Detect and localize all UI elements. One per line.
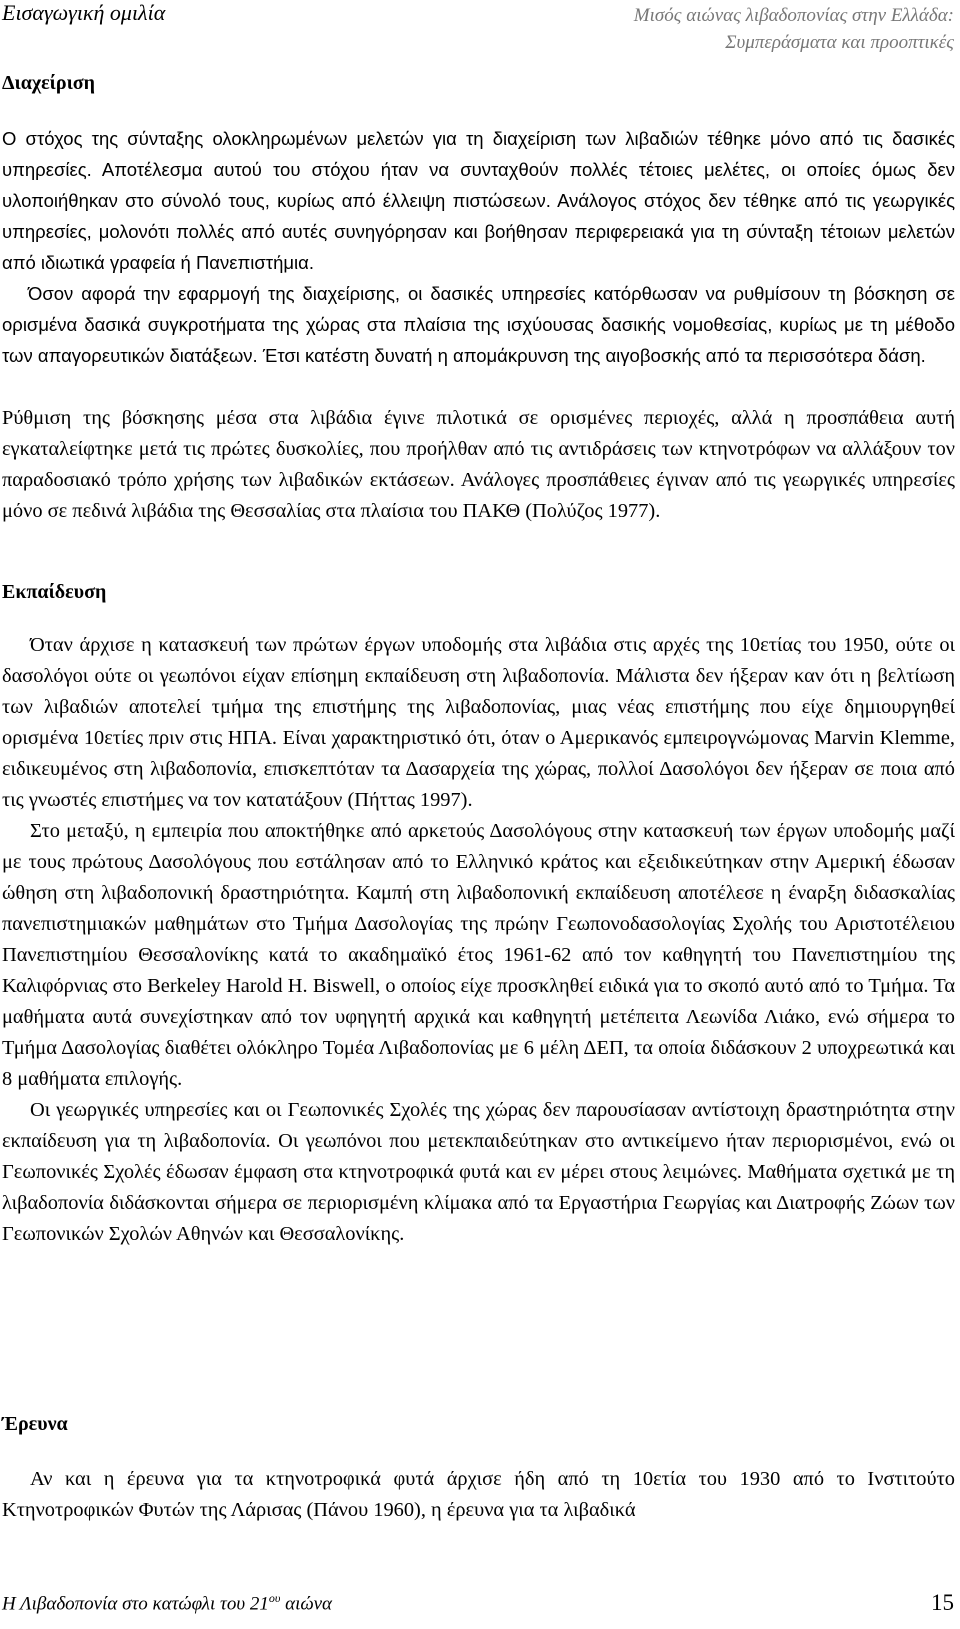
running-header-right — [634, 2, 954, 56]
management-paragraph-2: Όσον αφορά την εφαρμογή της διαχείρισης, οι δασικές υπηρεσίες κατόρθωσαν να ρυθμίσουν τη βόσκηση σε ορισμένα δασικά συγκροτήματα της χώρας στα πλαίσια της ισχύουσας δασικής νομοθεσίας, κυρίως με τη μέθοδο των απαγορευτικών διατάξεων. Έτσι κατέστη δυνατή η απομάκρυνση της αιγοβοσκής από τα περισσότερα δάση. — [2, 283, 955, 366]
running-header-right-line1: Μισός αιώνας λιβαδοπονίας στην Ελλάδα: — [633, 5, 954, 26]
management-paragraph-2-continued: Ρύθμιση της βόσκησης μέσα στα λιβάδια έγινε πιλοτικά σε ορισμένες περιοχές, αλλά η προσπάθεια αυτή εγκαταλείφτηκε μετά τις πρώτες δυσκολίες, που προήλθαν από τις αντιδράσεις των κτηνοτρόφων να αλλάξουν τον παραδοσιακό τρόπο χρήσης των λιβαδικών εκτάσεων. Ανάλογες προσπάθειες έγιναν από τις γεωργικές υπηρεσίες μόνο σε πεδινά λιβάδια της Θεσσαλίας στα πλαίσια του ΠΑΚΘ (Πολύζος 1977). — [2, 407, 955, 522]
education-paragraph-3: Οι γεωργικές υπηρεσίες και οι Γεωπονικές Σχολές της χώρας δεν παρουσίασαν αντίστοιχη δραστηριότητα στην εκπαίδευση για τη λιβαδοπονία. Οι γεωπόνοι που μετεκπαιδεύτηκαν στο αντικείμενο ήταν περιορισμένοι, ενώ οι Γεωπονικές Σχολές έδωσαν έμφαση στα κτηνοτροφικά φυτά και εν μέρει στους λειμώνες. Μαθήματα σχετικά με τη λιβαδοπονία διδάσκονται σήμερα σε περιορισμένη κλίμακα από τα Εργαστήρια Γεωργίας και Διατροφής Ζώων των Γεωπονικών Σχολών Αθηνών και Θεσσαλονίκης. — [2, 1099, 955, 1245]
education-paragraph-1: Όταν άρχισε η κατασκευή των πρώτων έργων υποδομής στα λιβάδια στις αρχές της 10ετίας του 1950, ούτε οι δασολόγοι ούτε οι γεωπόνοι είχαν επίσημη εκπαίδευση στη λιβαδοπονία. Μάλιστα δεν ήξεραν καν ότι η βελτίωση των λιβαδιών αποτελεί τμήμα της επιστήμης της λιβαδοπονίας, μιας νέας επιστήμης που είχε δημιουργηθεί ορισμένα 10ετίες πριν στις ΗΠΑ. Είναι χαρακτηριστικό ότι, όταν ο Αμερικανός εμπειρογνώμονας Marvin Klemme, ειδικευμένος στη λιβαδοπονία, επισκεπτόταν τα Δασαρχεία της χώρας, πολλοί Δασολόγοι δεν ήξεραν σε ποια από τις γνωστές επιστήμες να τον κατατάξουν (Πήττας 1997). — [2, 634, 955, 811]
management-body — [2, 123, 955, 371]
education-paragraph-2: Στο μεταξύ, η εμπειρία που αποκτήθηκε από αρκετούς Δασολόγους στην κατασκευή των έργων υποδομής μαζί με τους πρώτους Δασολόγους που εστάλησαν από το Ελληνικό κράτος και εξειδικεύτηκαν στην Αμερική έδωσαν ώθηση στη λιβαδοπονική δραστηριότητα. Καμπή στη λιβαδοπονική εκπαίδευση αποτέλεσε η έναρξη διδασκαλίας πανεπιστημιακών μαθημάτων στο Τμήμα Δασολογίας της πρώην Γεωπονοδασολογίας Σχολής του Αριστοτέλειου Πανεπιστημίου Θεσσαλονίκης κατά το ακαδημαϊκό έτος 1961-62 από τον καθηγητή του Πανεπιστημίου της Καλιφόρνιας στο Berkeley Harold H. Biswell, ο οποίος είχε προσκληθεί ειδικά για το σκοπό αυτό από το Τμήμα. Τα μαθήματα αυτά συνεχίστηκαν από τον υφηγητή αρχικά και καθηγητή μετέπειτα Λεωνίδα Λιάκο, ενώ σήμερα το Τμήμα Δασολογίας διαθέτει ολόκληρο Τομέα Λιβαδοπονίας με 6 μέλη ΔΕΠ, τα οποία διδάσκουν 2 υποχρεωτικά και 8 μαθήματα επιλογής. — [2, 820, 955, 1090]
section-heading-education: Εκπαίδευση — [2, 581, 107, 603]
section-heading-research: Έρευνα — [2, 1413, 68, 1435]
research-paragraph-1: Αν και η έρευνα για τα κτηνοτροφικά φυτά άρχισε ήδη από τη 10ετία του 1930 από το Ινστιτούτο Κτηνοτροφικών Φυτών της Λάρισας (Πάνου 1960), η έρευνα για τα λιβαδικά — [2, 1468, 955, 1521]
management-paragraph-1: Ο στόχος της σύνταξης ολοκληρωμένων μελετών για τη διαχείριση των λιβαδιών τέθηκε μόνο από τις δασικές υπηρεσίες. Αποτέλεσμα αυτού του στόχου ήταν να συνταχθούν πολλές τέτοιες μελέτες, οι οποίες όμως δεν υλοποιήθηκαν στο σύνολό τους, κυρίως από έλλειψη πιστώσεων. Ανάλογος στόχος δεν τέθηκε από τις γεωργικές υπηρεσίες, μολονότι πολλές από αυτές συνηγόρησαν και βοήθησαν περιφερειακά για τη σύνταξη τέτοιων μελετών από ιδιωτικά γραφεία ή Πανεπιστήμια. — [2, 128, 955, 273]
running-header-left: Εισαγωγική ομιλία — [2, 0, 166, 25]
section-heading-management: Διαχείριση — [2, 72, 96, 94]
education-body — [2, 630, 955, 1250]
research-body — [2, 1464, 955, 1526]
running-header-right-line2: Συμπεράσματα και προοπτικές — [725, 32, 954, 53]
running-footer-title: Η Λιβαδοπονία στο κατώφλι του $21^{o\upsilon}$ αιώνα — [2, 1591, 333, 1615]
page-number: 15 — [931, 1590, 954, 1615]
